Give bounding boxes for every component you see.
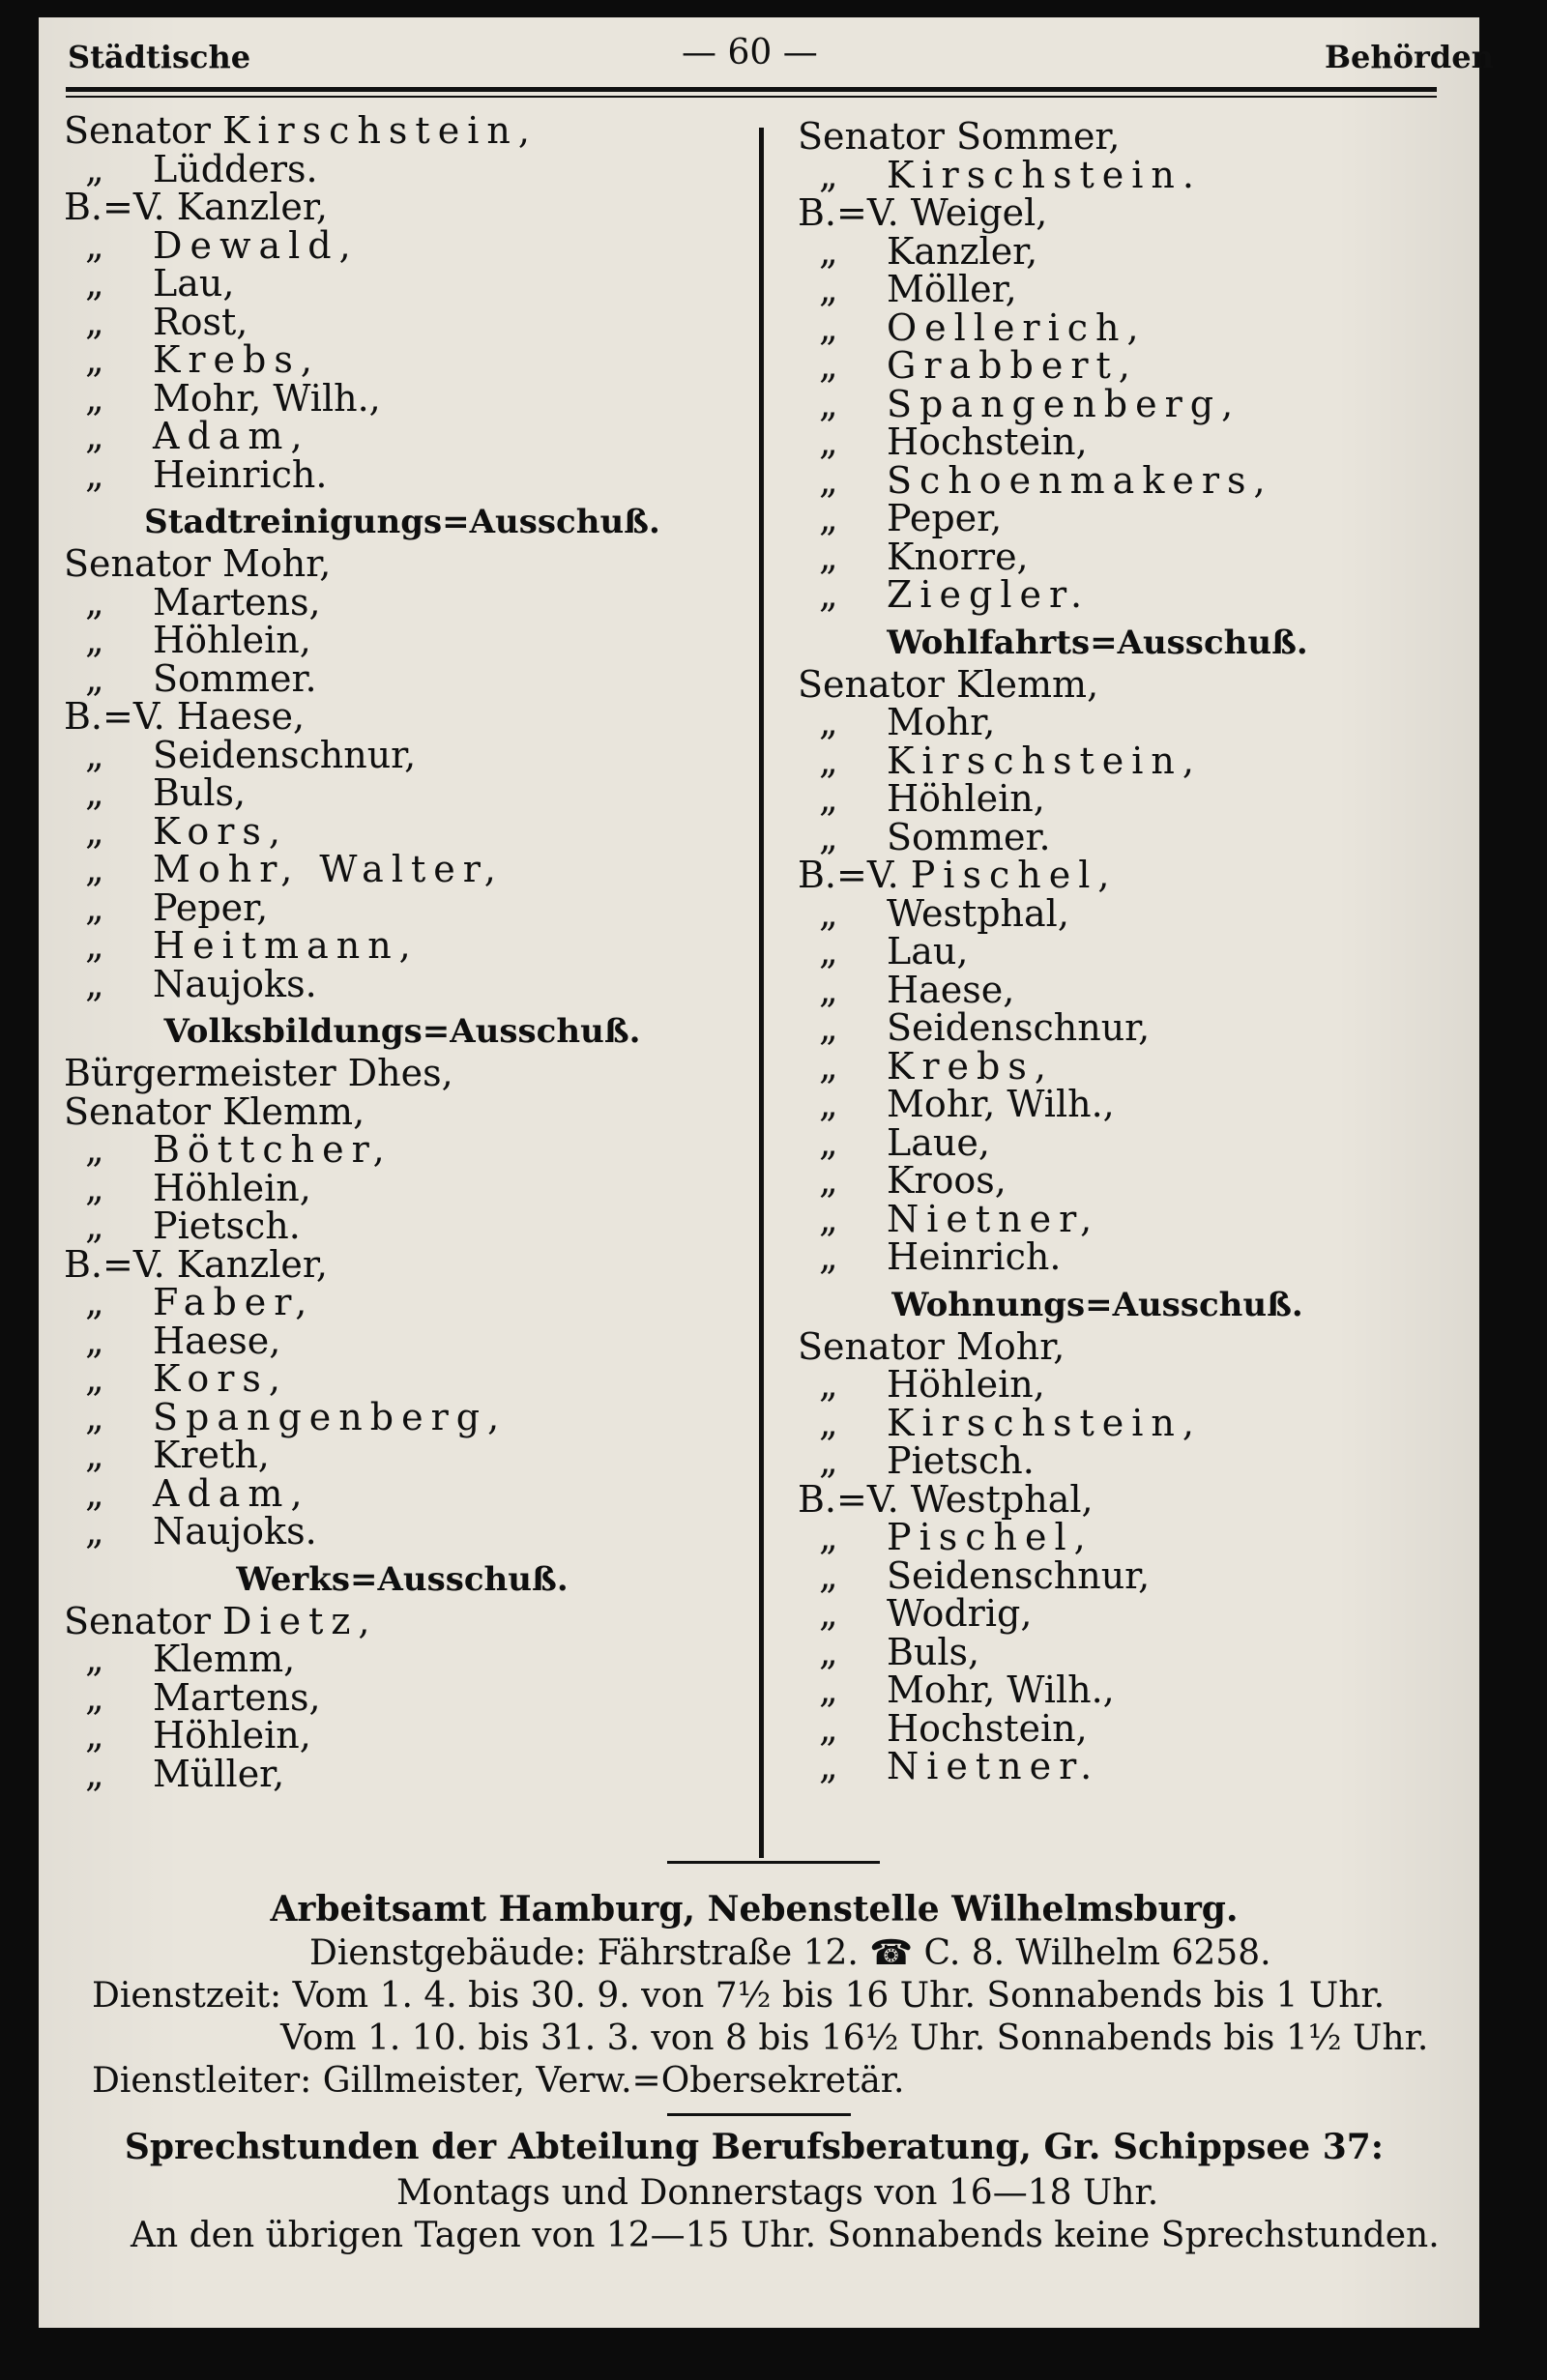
member-prefix: „ xyxy=(819,1159,838,1202)
member-line xyxy=(759,268,1436,310)
member-line xyxy=(759,458,1436,502)
member-prefix: „ xyxy=(85,300,104,343)
member-prefix: B.=V. xyxy=(64,186,165,228)
member-name: Martens, xyxy=(153,580,321,624)
member-prefix: „ xyxy=(85,924,104,967)
member-line xyxy=(759,701,1436,743)
member-name: Haese, xyxy=(176,695,306,738)
member-prefix: „ xyxy=(85,1357,104,1400)
section-rule-2 xyxy=(667,2113,851,2116)
member-line xyxy=(759,1120,1436,1164)
member-name: Haese, xyxy=(887,968,1015,1011)
member-name: Mohr, Wilh., xyxy=(887,1083,1115,1125)
member-prefix: „ xyxy=(819,1439,838,1482)
member-name: Dhes, xyxy=(347,1052,453,1094)
page-number: — 60 — xyxy=(682,33,818,73)
member-line xyxy=(64,1166,741,1209)
member-prefix: B.=V. xyxy=(798,191,899,234)
member-name: Peper, xyxy=(887,497,1003,539)
member-line xyxy=(759,1363,1436,1406)
member-line xyxy=(64,223,741,267)
member-prefix: „ xyxy=(85,1752,104,1795)
member-name: Westphal, xyxy=(910,1477,1094,1521)
member-prefix: „ xyxy=(819,268,838,310)
member-line xyxy=(64,1599,741,1642)
member-line xyxy=(759,115,1436,158)
member-prefix: „ xyxy=(85,338,104,381)
member-name: Pischel, xyxy=(910,854,1118,896)
member-name: Kirschstein, xyxy=(887,739,1202,782)
member-prefix: „ xyxy=(819,382,838,425)
member-prefix: „ xyxy=(85,1319,104,1362)
member-prefix: „ xyxy=(819,573,838,616)
member-prefix: „ xyxy=(85,147,104,190)
member-prefix: B.=V. xyxy=(64,695,165,738)
member-prefix: Bürgermeister xyxy=(64,1052,336,1094)
member-line xyxy=(64,415,741,457)
member-prefix: „ xyxy=(85,262,104,305)
section-rule xyxy=(667,1861,880,1864)
member-name: Faber, xyxy=(153,1281,315,1323)
member-prefix: „ xyxy=(85,1434,104,1476)
member-name: Seidenschnur, xyxy=(887,1553,1151,1597)
member-name: Klemm, xyxy=(221,1089,365,1133)
member-prefix: „ xyxy=(819,701,838,743)
member-line xyxy=(759,1477,1436,1521)
section-title: Volksbildungs=Ausschuß. xyxy=(163,1012,641,1051)
member-name: Kors, xyxy=(153,809,288,853)
member-name: Buls, xyxy=(153,771,247,814)
member-name: Rost, xyxy=(153,300,248,343)
member-line xyxy=(759,1159,1436,1202)
member-line xyxy=(759,739,1436,782)
member-prefix: „ xyxy=(819,1120,838,1164)
member-name: Heinrich. xyxy=(887,1235,1062,1278)
member-name: Müller, xyxy=(153,1752,285,1795)
member-prefix: „ xyxy=(85,1166,104,1209)
member-line xyxy=(759,153,1436,196)
member-line xyxy=(64,1128,741,1171)
member-prefix: B.=V. xyxy=(798,854,899,896)
member-line xyxy=(64,1395,741,1438)
member-line xyxy=(759,1197,1436,1240)
section-title: Wohnungs=Ausschuß. xyxy=(891,1285,1303,1324)
member-prefix: „ xyxy=(819,229,838,273)
member-prefix: B.=V. xyxy=(798,1477,899,1521)
member-prefix: „ xyxy=(819,968,838,1011)
member-name: Adam, xyxy=(153,1471,310,1515)
member-line xyxy=(64,1281,741,1323)
left-column xyxy=(64,109,741,1795)
sprechstunden-line2: An den übrigen Tagen von 12—15 Uhr. Sonnabends keine Sprechstunden. xyxy=(131,2216,1440,2255)
member-name: Heitmann, xyxy=(153,924,419,967)
member-line xyxy=(759,229,1436,273)
member-line xyxy=(759,1516,1436,1558)
member-name: Sommer, xyxy=(955,115,1121,158)
member-line xyxy=(64,885,741,929)
member-name: Höhlein, xyxy=(887,1363,1045,1406)
member-prefix: „ xyxy=(819,891,838,935)
member-line xyxy=(64,1319,741,1362)
member-line xyxy=(64,656,741,700)
member-line xyxy=(759,1630,1436,1673)
member-line xyxy=(759,1006,1436,1049)
member-line xyxy=(64,1242,741,1286)
member-name: Kanzler, xyxy=(176,186,328,228)
member-name: Dewald, xyxy=(153,223,359,267)
member-line xyxy=(64,542,741,585)
member-name: Krebs, xyxy=(887,1044,1054,1088)
member-name: Kreth, xyxy=(153,1434,270,1476)
member-name: Lau, xyxy=(153,262,235,305)
member-line xyxy=(759,968,1436,1011)
member-line xyxy=(64,1752,741,1795)
member-prefix: „ xyxy=(85,1281,104,1323)
member-prefix: „ xyxy=(819,305,838,349)
member-prefix: „ xyxy=(819,458,838,502)
member-prefix: „ xyxy=(85,1128,104,1171)
member-line xyxy=(64,1357,741,1400)
member-prefix: Senator xyxy=(798,1324,945,1368)
member-line xyxy=(759,497,1436,539)
member-line xyxy=(64,262,741,305)
member-line xyxy=(64,924,741,967)
member-name: Mohr, Wilh., xyxy=(153,376,381,420)
member-name: Knorre, xyxy=(887,535,1029,578)
member-line xyxy=(64,695,741,738)
member-name: Lüdders. xyxy=(153,147,318,190)
arbeitsamt-title: Arbeitsamt Hamburg, Nebenstelle Wilhelmsburg. xyxy=(270,1889,1239,1930)
member-line xyxy=(64,733,741,776)
member-name: Kanzler, xyxy=(887,229,1038,273)
member-name: Ziegler. xyxy=(887,573,1091,616)
member-line xyxy=(759,1083,1436,1125)
member-name: Höhlein, xyxy=(887,777,1045,820)
member-name: Höhlein, xyxy=(153,1166,311,1209)
arbeitsamt-hours-summer: Dienstzeit: Vom 1. 4. bis 30. 9. von 7½ bis 16 Uhr. Sonnabends bis 1 Uhr. xyxy=(92,1976,1386,2016)
member-line xyxy=(759,856,1436,895)
member-name: Grabbert, xyxy=(887,344,1138,387)
member-prefix: „ xyxy=(819,421,838,463)
member-line xyxy=(759,1706,1436,1750)
member-prefix: Senator xyxy=(64,1089,211,1133)
member-name: Kirschstein. xyxy=(887,153,1202,196)
member-line xyxy=(759,1592,1436,1635)
member-prefix: „ xyxy=(819,739,838,782)
member-name: Hochstein, xyxy=(887,1706,1088,1750)
member-prefix: „ xyxy=(85,809,104,853)
member-name: Sommer. xyxy=(887,815,1051,858)
member-prefix: „ xyxy=(85,415,104,457)
member-name: Pischel, xyxy=(887,1516,1094,1558)
member-line xyxy=(759,930,1436,972)
member-prefix: „ xyxy=(85,452,104,496)
member-name: Kanzler, xyxy=(176,1242,328,1286)
member-prefix: „ xyxy=(819,1044,838,1088)
member-prefix: „ xyxy=(819,1553,838,1597)
member-prefix: Senator xyxy=(798,115,945,158)
member-line xyxy=(759,382,1436,425)
member-line xyxy=(759,423,1436,462)
member-line xyxy=(64,147,741,190)
member-prefix: „ xyxy=(85,771,104,814)
arbeitsamt-address: Dienstgebäude: Fährstraße 12. ☎ C. 8. Wilhelm 6258. xyxy=(309,1933,1271,1973)
member-name: Adam, xyxy=(153,415,310,457)
member-line xyxy=(64,1052,741,1094)
member-line xyxy=(64,580,741,624)
member-line xyxy=(759,1439,1436,1482)
member-name: Mohr, Wilh., xyxy=(887,1669,1115,1711)
member-line xyxy=(64,1714,741,1756)
member-line xyxy=(759,891,1436,935)
member-prefix: „ xyxy=(819,1401,838,1444)
member-prefix: „ xyxy=(819,1669,838,1711)
member-prefix: Senator xyxy=(64,542,211,585)
member-prefix: „ xyxy=(819,344,838,387)
member-line xyxy=(64,186,741,228)
member-name: Mohr, xyxy=(887,701,996,743)
member-name: Buls, xyxy=(887,1630,980,1673)
member-prefix: „ xyxy=(85,1510,104,1553)
member-name: Spangenberg, xyxy=(887,382,1241,425)
member-name: Nietner. xyxy=(887,1745,1100,1787)
member-prefix: „ xyxy=(85,1714,104,1756)
member-line xyxy=(64,619,741,661)
member-prefix: „ xyxy=(85,619,104,661)
member-name: Westphal, xyxy=(887,891,1069,935)
member-prefix: Senator xyxy=(64,1599,211,1642)
section-title: Stadtreinigungs=Ausschuß. xyxy=(144,503,660,541)
member-prefix: „ xyxy=(85,376,104,420)
member-prefix: „ xyxy=(819,1197,838,1240)
member-prefix: „ xyxy=(819,1592,838,1635)
member-prefix: „ xyxy=(819,1083,838,1125)
member-line xyxy=(759,662,1436,706)
member-name: Kroos, xyxy=(887,1159,1007,1202)
member-name: Mohr, xyxy=(955,1324,1065,1368)
member-line xyxy=(64,809,741,853)
member-line xyxy=(759,305,1436,349)
member-line xyxy=(64,1089,741,1133)
sprechstunden-title: Sprechstunden der Abteilung Berufsberatung, Gr. Schippsee 37: xyxy=(124,2127,1385,2167)
member-line xyxy=(759,344,1436,387)
member-name: Lau, xyxy=(887,930,969,972)
member-name: Haese, xyxy=(153,1319,281,1362)
member-name: Böttcher, xyxy=(153,1128,393,1171)
member-line xyxy=(64,962,741,1005)
member-name: Klemm, xyxy=(955,662,1099,706)
member-prefix: „ xyxy=(819,1630,838,1673)
member-name: Naujoks. xyxy=(153,1510,317,1553)
member-line xyxy=(759,1553,1436,1597)
member-prefix: „ xyxy=(85,1675,104,1719)
member-line xyxy=(64,848,741,890)
member-name: Sommer. xyxy=(153,656,317,700)
member-prefix: „ xyxy=(819,535,838,578)
member-prefix: Senator xyxy=(64,109,211,152)
sprechstunden-line1: Montags und Donnerstags von 16—18 Uhr. xyxy=(396,2173,1159,2213)
member-prefix: „ xyxy=(85,1395,104,1438)
member-line xyxy=(759,1324,1436,1368)
member-name: Seidenschnur, xyxy=(887,1006,1151,1049)
member-name: Möller, xyxy=(887,268,1017,310)
member-line xyxy=(759,777,1436,820)
member-prefix: „ xyxy=(85,962,104,1005)
member-name: Weigel, xyxy=(910,191,1048,234)
member-name: Krebs, xyxy=(153,338,320,381)
section-title: Wohlfahrts=Ausschuß. xyxy=(887,623,1308,662)
section-title: Werks=Ausschuß. xyxy=(236,1559,569,1599)
member-prefix: „ xyxy=(85,848,104,890)
member-line xyxy=(759,1401,1436,1444)
member-name: Kirschstein, xyxy=(221,109,538,152)
member-line xyxy=(64,1434,741,1476)
member-name: Heinrich. xyxy=(153,452,328,496)
member-line xyxy=(759,1671,1436,1710)
member-name: Wodrig, xyxy=(887,1592,1033,1635)
member-prefix: „ xyxy=(85,885,104,929)
member-line xyxy=(64,771,741,814)
member-name: Dietz, xyxy=(221,1599,378,1642)
member-name: Nietner, xyxy=(887,1197,1100,1240)
member-line xyxy=(64,1471,741,1515)
member-name: Höhlein, xyxy=(153,1714,311,1756)
member-name: Oellerich, xyxy=(887,305,1147,349)
member-line xyxy=(64,376,741,420)
member-line xyxy=(759,1044,1436,1088)
member-name: Peper, xyxy=(153,885,269,929)
arbeitsamt-hours-winter: Vom 1. 10. bis 31. 3. von 8 bis 16½ Uhr. Sonnabends bis 1½ Uhr. xyxy=(280,2018,1429,2058)
member-prefix: „ xyxy=(85,1471,104,1515)
member-prefix: „ xyxy=(85,1205,104,1247)
member-prefix: „ xyxy=(819,1006,838,1049)
member-line xyxy=(64,452,741,496)
member-prefix: „ xyxy=(85,733,104,776)
member-line xyxy=(759,535,1436,578)
header-left: Städtische xyxy=(68,39,251,75)
member-line xyxy=(64,109,741,152)
member-line xyxy=(64,1675,741,1719)
header-rule xyxy=(66,87,1437,92)
member-prefix: „ xyxy=(819,153,838,196)
member-line xyxy=(759,1745,1436,1787)
member-prefix: Senator xyxy=(798,662,945,706)
member-prefix: „ xyxy=(85,223,104,267)
member-name: Spangenberg, xyxy=(153,1395,508,1438)
member-prefix: B.=V. xyxy=(64,1242,165,1286)
member-line xyxy=(759,573,1436,616)
member-line xyxy=(759,191,1436,234)
member-line xyxy=(64,1510,741,1553)
header-rule-thin xyxy=(66,96,1437,98)
member-name: Naujoks. xyxy=(153,962,317,1005)
member-name: Pietsch. xyxy=(887,1439,1035,1482)
arbeitsamt-director: Dienstleiter: Gillmeister, Verw.=Obersekretär. xyxy=(92,2061,905,2101)
member-name: Laue, xyxy=(887,1120,990,1164)
member-prefix: „ xyxy=(819,1745,838,1787)
member-line xyxy=(759,1235,1436,1278)
member-prefix: „ xyxy=(85,580,104,624)
member-name: Seidenschnur, xyxy=(153,733,417,776)
member-name: Klemm, xyxy=(153,1638,296,1680)
member-name: Martens, xyxy=(153,1675,321,1719)
member-name: Mohr, xyxy=(221,542,332,585)
member-line xyxy=(64,1640,741,1679)
member-prefix: „ xyxy=(819,1363,838,1406)
member-line xyxy=(64,300,741,343)
member-name: Kirschstein, xyxy=(887,1401,1202,1444)
member-prefix: „ xyxy=(85,656,104,700)
member-line xyxy=(64,1207,741,1246)
member-prefix: „ xyxy=(819,1706,838,1750)
header-right: Behörden xyxy=(1325,39,1494,75)
member-prefix: „ xyxy=(85,1638,104,1680)
member-line xyxy=(64,338,741,381)
member-name: Kors, xyxy=(153,1357,288,1400)
member-name: Höhlein, xyxy=(153,619,311,661)
member-prefix: „ xyxy=(819,815,838,858)
member-line xyxy=(759,815,1436,858)
member-name: Mohr, Walter, xyxy=(153,848,504,890)
member-name: Hochstein, xyxy=(887,421,1088,463)
member-prefix: „ xyxy=(819,497,838,539)
member-prefix: „ xyxy=(819,1516,838,1558)
right-column xyxy=(759,115,1436,1787)
member-name: Pietsch. xyxy=(153,1205,301,1247)
member-prefix: „ xyxy=(819,930,838,972)
member-name: Schoenmakers, xyxy=(887,458,1273,502)
member-prefix: „ xyxy=(819,777,838,820)
member-prefix: „ xyxy=(819,1235,838,1278)
